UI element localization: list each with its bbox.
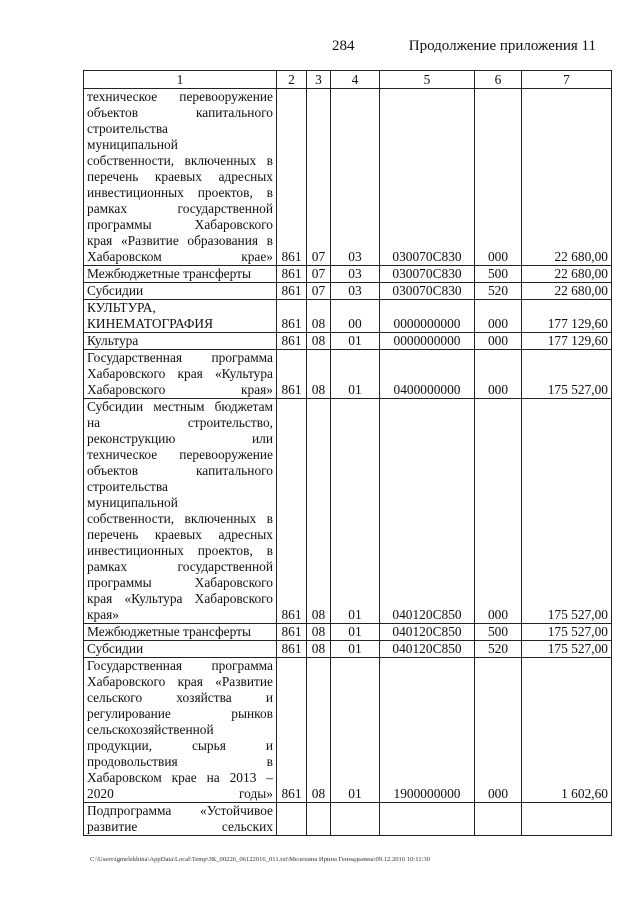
- expense-type-code: 000: [475, 399, 522, 624]
- ministry-code: 861: [277, 333, 307, 350]
- subsection-code: [331, 803, 380, 836]
- expense-type-code: 500: [475, 266, 522, 283]
- target-article-code: 030070С830: [380, 283, 475, 300]
- expense-type-code: 000: [475, 333, 522, 350]
- target-article-code: 040120С850: [380, 641, 475, 658]
- row-name-line: Государственная программа: [87, 350, 273, 365]
- row-name-line: строительства: [87, 121, 168, 136]
- row-name: [84, 266, 277, 283]
- table-row: [84, 283, 612, 300]
- section-code: [307, 803, 331, 836]
- target-article-code: [380, 803, 475, 836]
- row-name-line: рамках государственной: [87, 559, 273, 574]
- row-name-line: развитие сельских: [87, 819, 273, 834]
- table-row: [84, 803, 612, 836]
- amount: 175 527,00: [522, 399, 612, 624]
- expense-type-code: 520: [475, 641, 522, 658]
- column-header: 1: [84, 71, 277, 89]
- target-article-code: 030070С830: [380, 266, 475, 283]
- target-article-code: 040120С850: [380, 399, 475, 624]
- header-row: [84, 71, 612, 89]
- row-name-line: собственности, включенных в: [87, 511, 273, 526]
- subsection-code: 01: [331, 658, 380, 803]
- section-code: 08: [307, 641, 331, 658]
- expense-type-code: 500: [475, 624, 522, 641]
- row-name: [84, 658, 277, 803]
- row-name-line: Хабаровского края «Культура: [87, 366, 273, 381]
- row-name-line: сельскохозяйственной: [87, 722, 214, 737]
- section-code: 07: [307, 89, 331, 266]
- row-name-line: перечень краевых адресных: [87, 169, 273, 184]
- section-code: 08: [307, 624, 331, 641]
- page-number: 284: [332, 38, 355, 54]
- amount: 22 680,00: [522, 283, 612, 300]
- ministry-code: 861: [277, 300, 307, 333]
- row-name: [84, 300, 277, 333]
- row-name-line: муниципальной: [87, 137, 178, 152]
- expense-type-code: 000: [475, 350, 522, 399]
- row-name-line: края»: [87, 607, 119, 622]
- row-name-line: Хабаровском крае на 2013 –: [87, 770, 273, 785]
- ministry-code: [277, 803, 307, 836]
- table-row: [84, 624, 612, 641]
- row-name-line: сельского хозяйства и: [87, 690, 273, 705]
- section-code: 08: [307, 333, 331, 350]
- amount: 175 527,00: [522, 641, 612, 658]
- table-row: [84, 266, 612, 283]
- column-header: 7: [522, 71, 612, 89]
- row-name-line: на строительство,: [87, 415, 273, 430]
- expense-type-code: [475, 803, 522, 836]
- amount: [522, 803, 612, 836]
- ministry-code: 861: [277, 89, 307, 266]
- expense-type-code: 000: [475, 658, 522, 803]
- row-name-line: края «Развитие образования в: [87, 233, 273, 248]
- table-row: [84, 641, 612, 658]
- row-name-line: Межбюджетные трансферты: [87, 624, 251, 639]
- row-name-line: муниципальной: [87, 495, 178, 510]
- section-code: 07: [307, 266, 331, 283]
- expense-type-code: 000: [475, 300, 522, 333]
- row-name-line: строительства: [87, 479, 168, 494]
- row-name-line: Субсидии местным бюджетам: [87, 399, 273, 414]
- budget-table: [83, 70, 612, 836]
- amount: 175 527,00: [522, 350, 612, 399]
- subsection-code: 00: [331, 300, 380, 333]
- target-article-code: 0000000000: [380, 300, 475, 333]
- ministry-code: 861: [277, 283, 307, 300]
- ministry-code: 861: [277, 266, 307, 283]
- ministry-code: 861: [277, 624, 307, 641]
- continuation-title: Продолжение приложения 11: [408, 38, 596, 54]
- table-row: [84, 89, 612, 266]
- amount: 22 680,00: [522, 266, 612, 283]
- subsection-code: 01: [331, 399, 380, 624]
- row-name-line: Хабаровского края «Развитие: [87, 674, 273, 689]
- table-row: [84, 333, 612, 350]
- row-name-line: регулирование рынков: [87, 706, 273, 721]
- expense-type-code: 520: [475, 283, 522, 300]
- row-name-line: инвестиционных проектов, в: [87, 543, 273, 558]
- row-name-line: Хабаровского края»: [87, 382, 273, 397]
- target-article-code: 040120С850: [380, 624, 475, 641]
- row-name-line: Культура: [87, 333, 139, 348]
- target-article-code: 0000000000: [380, 333, 475, 350]
- amount: 177 129,60: [522, 300, 612, 333]
- row-name: [84, 624, 277, 641]
- row-name: [84, 350, 277, 399]
- row-name: [84, 283, 277, 300]
- row-name: [84, 641, 277, 658]
- row-name-line: Межбюджетные трансферты: [87, 266, 251, 281]
- subsection-code: 03: [331, 283, 380, 300]
- column-header: 3: [307, 71, 331, 89]
- expense-type-code: 000: [475, 89, 522, 266]
- amount: 1 602,60: [522, 658, 612, 803]
- table-row: [84, 300, 612, 333]
- row-name-line: Подпрограмма «Устойчивое: [87, 803, 273, 818]
- table-row: [84, 399, 612, 624]
- row-name-line: программы Хабаровского: [87, 575, 273, 590]
- row-name-line: программы Хабаровского: [87, 217, 273, 232]
- row-name-line: Субсидии: [87, 283, 144, 298]
- section-code: 08: [307, 300, 331, 333]
- target-article-code: 1900000000: [380, 658, 475, 803]
- row-name-line: перечень краевых адресных: [87, 527, 273, 542]
- table-row: [84, 350, 612, 399]
- target-article-code: 0400000000: [380, 350, 475, 399]
- ministry-code: 861: [277, 350, 307, 399]
- target-article-code: 030070С830: [380, 89, 475, 266]
- subsection-code: 03: [331, 89, 380, 266]
- subsection-code: 01: [331, 641, 380, 658]
- row-name-line: КИНЕМАТОГРАФИЯ: [87, 316, 214, 331]
- row-name-line: края «Культура Хабаровского: [87, 591, 273, 606]
- table-row: [84, 658, 612, 803]
- row-name-line: техническое перевооружение: [87, 89, 273, 104]
- column-header: 6: [475, 71, 522, 89]
- row-name-line: Субсидии: [87, 641, 144, 656]
- row-name-line: объектов капитального: [87, 463, 273, 478]
- ministry-code: 861: [277, 399, 307, 624]
- section-code: 08: [307, 399, 331, 624]
- section-code: 08: [307, 658, 331, 803]
- row-name-line: инвестиционных проектов, в: [87, 185, 273, 200]
- subsection-code: 01: [331, 350, 380, 399]
- row-name: [84, 803, 277, 836]
- amount: 22 680,00: [522, 89, 612, 266]
- row-name: [84, 89, 277, 266]
- row-name-line: собственности, включенных в: [87, 153, 273, 168]
- subsection-code: 03: [331, 266, 380, 283]
- row-name-line: 2020 годы»: [87, 786, 273, 801]
- row-name-line: техническое перевооружение: [87, 447, 273, 462]
- section-code: 08: [307, 350, 331, 399]
- row-name-line: продукции, сырья и: [87, 738, 273, 753]
- row-name-line: реконструкцию или: [87, 431, 273, 446]
- ministry-code: 861: [277, 641, 307, 658]
- row-name-line: объектов капитального: [87, 105, 273, 120]
- row-name: [84, 399, 277, 624]
- row-name-line: рамках государственной: [87, 201, 273, 216]
- column-header: 5: [380, 71, 475, 89]
- amount: 177 129,60: [522, 333, 612, 350]
- subsection-code: 01: [331, 333, 380, 350]
- file-path-footer: C:\Users\igmelekhina\AppData\Local\Temp\ЗК_00226_06122016_011.txt\Мелехина Ирина Геннадьевна\09.12.2016 10:11:30: [90, 856, 430, 863]
- row-name-line: Хабаровском крае»: [87, 249, 273, 264]
- column-header: 2: [277, 71, 307, 89]
- section-code: 07: [307, 283, 331, 300]
- row-name-line: КУЛЬТУРА,: [87, 300, 156, 315]
- row-name-line: Государственная программа: [87, 658, 273, 673]
- row-name-line: продовольствия в: [87, 754, 273, 769]
- table-body: [84, 71, 612, 836]
- ministry-code: 861: [277, 658, 307, 803]
- subsection-code: 01: [331, 624, 380, 641]
- amount: 175 527,00: [522, 624, 612, 641]
- column-header: 4: [331, 71, 380, 89]
- row-name: [84, 333, 277, 350]
